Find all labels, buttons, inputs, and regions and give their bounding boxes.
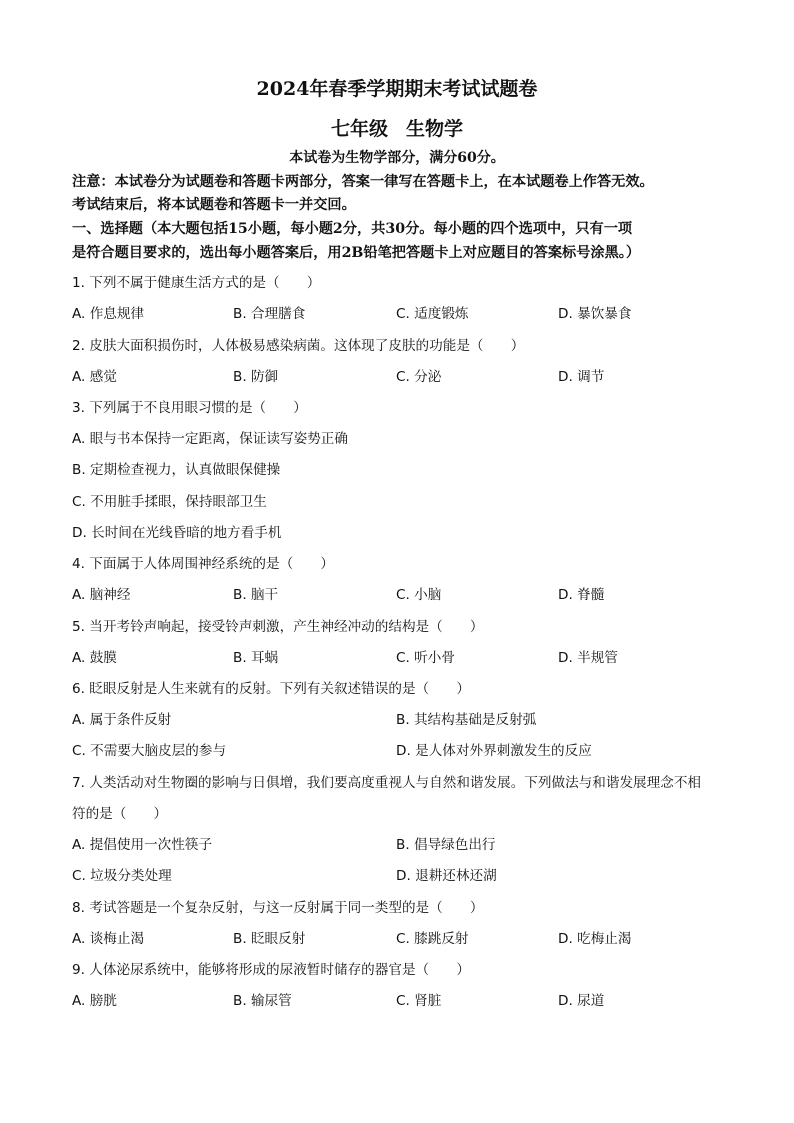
option-a: A. 提倡使用一次性筷子 <box>72 837 213 853</box>
option-d: D. 半规管 <box>558 650 618 666</box>
option-c: C. 肾脏 <box>396 993 442 1009</box>
option-c: C. 膝跳反射 <box>396 931 469 947</box>
subject-label: 生物学 <box>406 118 464 140</box>
option-d: D. 脊髓 <box>558 587 605 603</box>
option-a: A. 脑神经 <box>72 587 131 603</box>
question-stem: 9. 人体泌尿系统中，能够将形成的尿液暂时储存的器官是（ ） <box>72 962 470 978</box>
option-a: A. 膀胱 <box>72 993 117 1009</box>
option-a: A. 眼与书本保持一定距离，保证读写姿势正确 <box>72 431 348 447</box>
option-c: C. 分泌 <box>396 369 442 385</box>
option-c: C. 不用脏手揉眼，保持眼部卫生 <box>72 494 267 510</box>
option-b: B. 耳蜗 <box>233 650 279 666</box>
question-stem: 7. 人类活动对生物圈的影响与日俱增，我们要高度重视人与自然和谐发展。下列做法与和谐发展理念不相 <box>72 775 702 791</box>
question-stem: 5. 当开考铃声响起，接受铃声刺激，产生神经冲动的结构是（ ） <box>72 619 484 635</box>
option-c: C. 不需要大脑皮层的参与 <box>72 743 227 759</box>
question-stem: 8. 考试答题是一个复杂反射，与这一反射属于同一类型的是（ ） <box>72 900 484 916</box>
section-heading-line-2: 是符合题目要求的，选出每小题答案后，用2B铅笔把答题卡上对应题目的答案标号涂黑。） <box>72 245 641 261</box>
option-a: A. 谈梅止渴 <box>72 931 145 947</box>
option-c: C. 听小骨 <box>396 650 455 666</box>
option-d: D. 退耕还林还湖 <box>396 868 497 884</box>
notice-line-2: 考试结束后，将本试题卷和答题卡一并交回。 <box>72 197 356 213</box>
option-a: A. 属于条件反射 <box>72 712 172 728</box>
option-b: B. 防御 <box>233 369 279 385</box>
option-b: B. 输尿管 <box>233 993 292 1009</box>
option-d: D. 是人体对外界刺激发生的反应 <box>396 743 592 759</box>
option-b: B. 定期检查视力，认真做眼保健操 <box>72 462 281 478</box>
option-a: A. 作息规律 <box>72 306 145 322</box>
option-d: D. 暴饮暴食 <box>558 306 632 322</box>
question-stem: 6. 眨眼反射是人生来就有的反射。下列有关叙述错误的是（ ） <box>72 681 470 697</box>
notice-line-1: 注意：本试卷分为试题卷和答题卡两部分，答案一律写在答题卡上，在本试题卷上作答无效。 <box>72 174 654 190</box>
option-d: D. 调节 <box>558 369 605 385</box>
question-stem: 1. 下列不属于健康生活方式的是（ ） <box>72 275 321 291</box>
score-note: 本试卷为生物学部分，满分60分。 <box>289 150 505 166</box>
option-b: B. 合理膳食 <box>233 306 306 322</box>
option-b: B. 脑干 <box>233 587 279 603</box>
question-stem: 3. 下列属于不良用眼习惯的是（ ） <box>72 400 307 416</box>
option-d: D. 长时间在光线昏暗的地方看手机 <box>72 525 282 541</box>
section-heading-line-1: 一、选择题（本大题包括15小题，每小题2分，共30分。每小题的四个选项中，只有一项 <box>72 221 633 237</box>
option-c: C. 小脑 <box>396 587 442 603</box>
exam-subtitle <box>0 114 794 141</box>
option-a: A. 鼓膜 <box>72 650 117 666</box>
option-b: B. 其结构基础是反射弧 <box>396 712 537 728</box>
question-stem: 2. 皮肤大面积损伤时，人体极易感染病菌。这体现了皮肤的功能是（ ） <box>72 338 525 354</box>
option-c: C. 适度锻炼 <box>396 306 469 322</box>
question-stem: 4. 下面属于人体周围神经系统的是（ ） <box>72 556 334 572</box>
question-stem-continued: 符的是（ ） <box>72 806 168 822</box>
grade-label: 七年级 <box>330 118 388 140</box>
option-d: D. 吃梅止渴 <box>558 931 632 947</box>
option-b: B. 眨眼反射 <box>233 931 306 947</box>
option-b: B. 倡导绿色出行 <box>396 837 496 853</box>
option-a: A. 感觉 <box>72 369 117 385</box>
option-c: C. 垃圾分类处理 <box>72 868 172 884</box>
exam-title: 2024年春季学期期末考试试题卷 <box>256 78 538 100</box>
option-d: D. 尿道 <box>558 993 605 1009</box>
